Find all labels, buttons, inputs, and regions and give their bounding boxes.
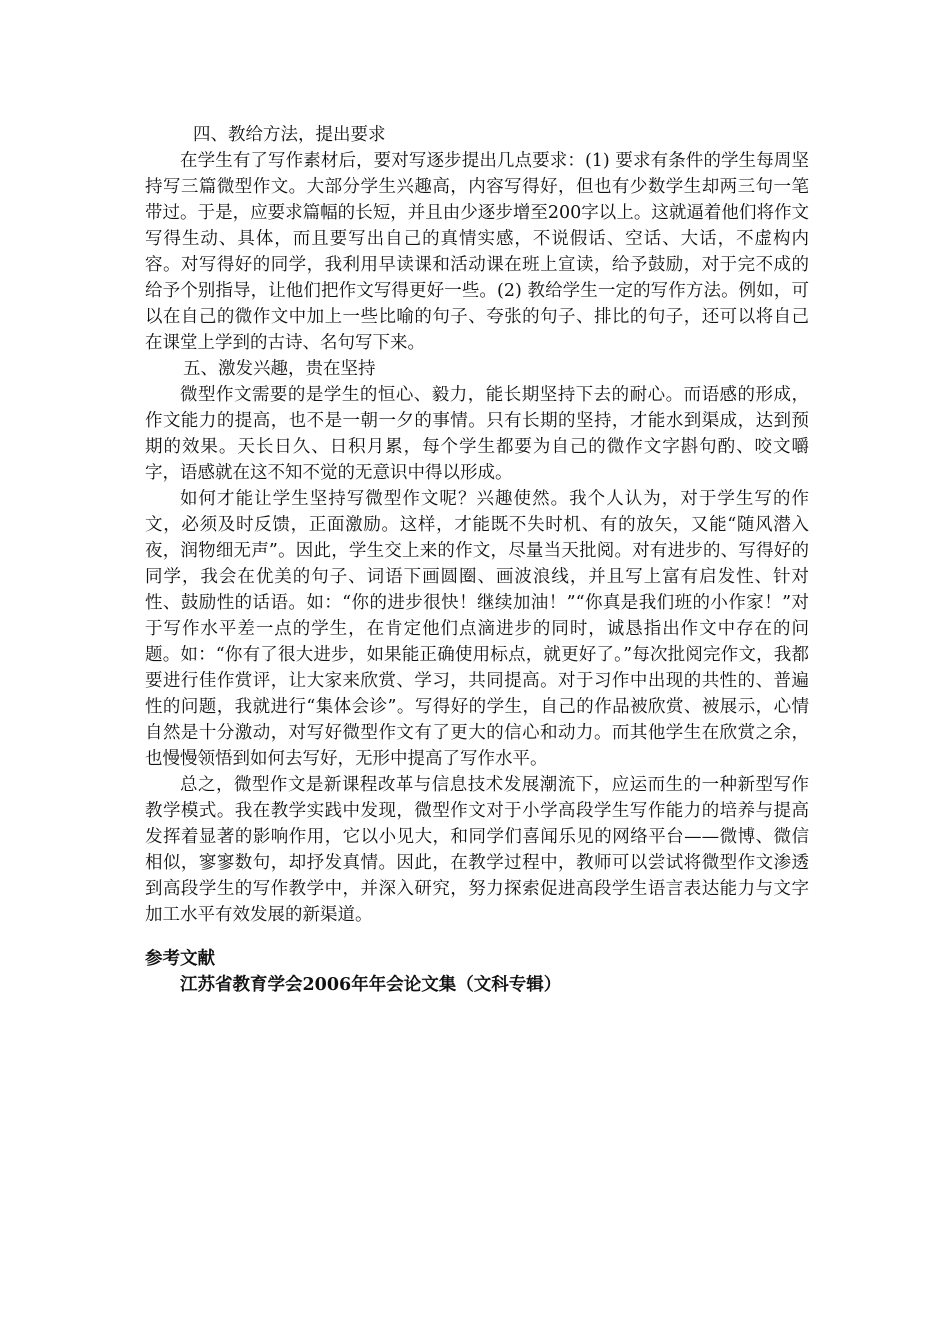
section-heading-5: 五、激发兴趣，贵在坚持 [183, 359, 376, 379]
section-heading-4: 四、教给方法，提出要求 [193, 125, 386, 145]
paragraph-conclusion: 总之，微型作文是新课程改革与信息技术发展潮流下，应运而生的一种新型写作教学模式。我在教学实践中发现，微型作文对于小学高段学生写作能力的培养与提高发挥着显著的影响作用，它以小见大，和同学们喜闻乐见的网络平台——微博、微信相似，寥寥数句，却抒发真情。因此，在教学过程中，教师可以尝试将微型作文渗透到高段学生的写作教学中，并深入研究，努力探索促进高段学生语言表达能力与文字加工水平有效发展的新渠道。 [145, 775, 809, 925]
references-title: 参考文献 [145, 949, 215, 969]
reference-item: 江苏省教育学会2006年年会论文集（文科专辑） [180, 975, 562, 995]
references-section [145, 946, 809, 998]
article-body [145, 122, 809, 928]
paragraph-persistence: 微型作文需要的是学生的恒心、毅力，能长期坚持下去的耐心。而语感的形成，作文能力的提高，也不是一朝一夕的事情。只有长期的坚持，才能水到渠成，达到预期的效果。天长日久、日积月累，每个学生都要为自己的微作文字斟句酌、咬文嚼字，语感就在这不知不觉的无意识中得以形成。 [145, 385, 809, 483]
paragraph-interest: 如何才能让学生坚持写微型作文呢？兴趣使然。我个人认为，对于学生写的作文，必须及时反馈，正面激励。这样，才能既不失时机、有的放矢，又能“随风潜入夜，润物细无声”。因此，学生交上来的作文，尽量当天批阅。对有进步的、写得好的同学，我会在优美的句子、词语下画圆圈、画波浪线，并且写上富有启发性、针对性、鼓励性的话语。如：“你的进步很快！继续加油！”“你真是我们班的小作家！”对于写作水平差一点的学生，在肯定他们点滴进步的同时，诚恳指出作文中存在的问题。如：“你有了很大进步，如果能正确使用标点，就更好了。”每次批阅完作文，我都要进行佳作赏评，让大家来欣赏、学习，共同提高。对于习作中出现的共性的、普遍性的问题，我就进行“集体会诊”。写得好的学生，自己的作品被欣赏、被展示，心情自然是十分激动，对写好微型作文有了更大的信心和动力。而其他学生在欣赏之余，也慢慢领悟到如何去写好，无形中提高了写作水平。 [145, 489, 809, 769]
paragraph-requirements: 在学生有了写作素材后，要对写逐步提出几点要求：(1) 要求有条件的学生每周坚持写三篇微型作文。大部分学生兴趣高，内容写得好，但也有少数学生却两三句一笔带过。于是，应要求篇幅的长短，并且由少逐步增至200字以上。这就逼着他们将作文写得生动、具体，而且要写出自己的真情实感，不说假话、空话、大话，不虚构内容。对写得好的同学，我利用早读课和活动课在班上宣读，给予鼓励，对于完不成的给予个别指导，让他们把作文写得更好一些。(2) 教给学生一定的写作方法。例如，可以在自己的微作文中加上一些比喻的句子、夸张的句子、排比的句子，还可以将自己在课堂上学到的古诗、名句写下来。 [145, 151, 809, 353]
